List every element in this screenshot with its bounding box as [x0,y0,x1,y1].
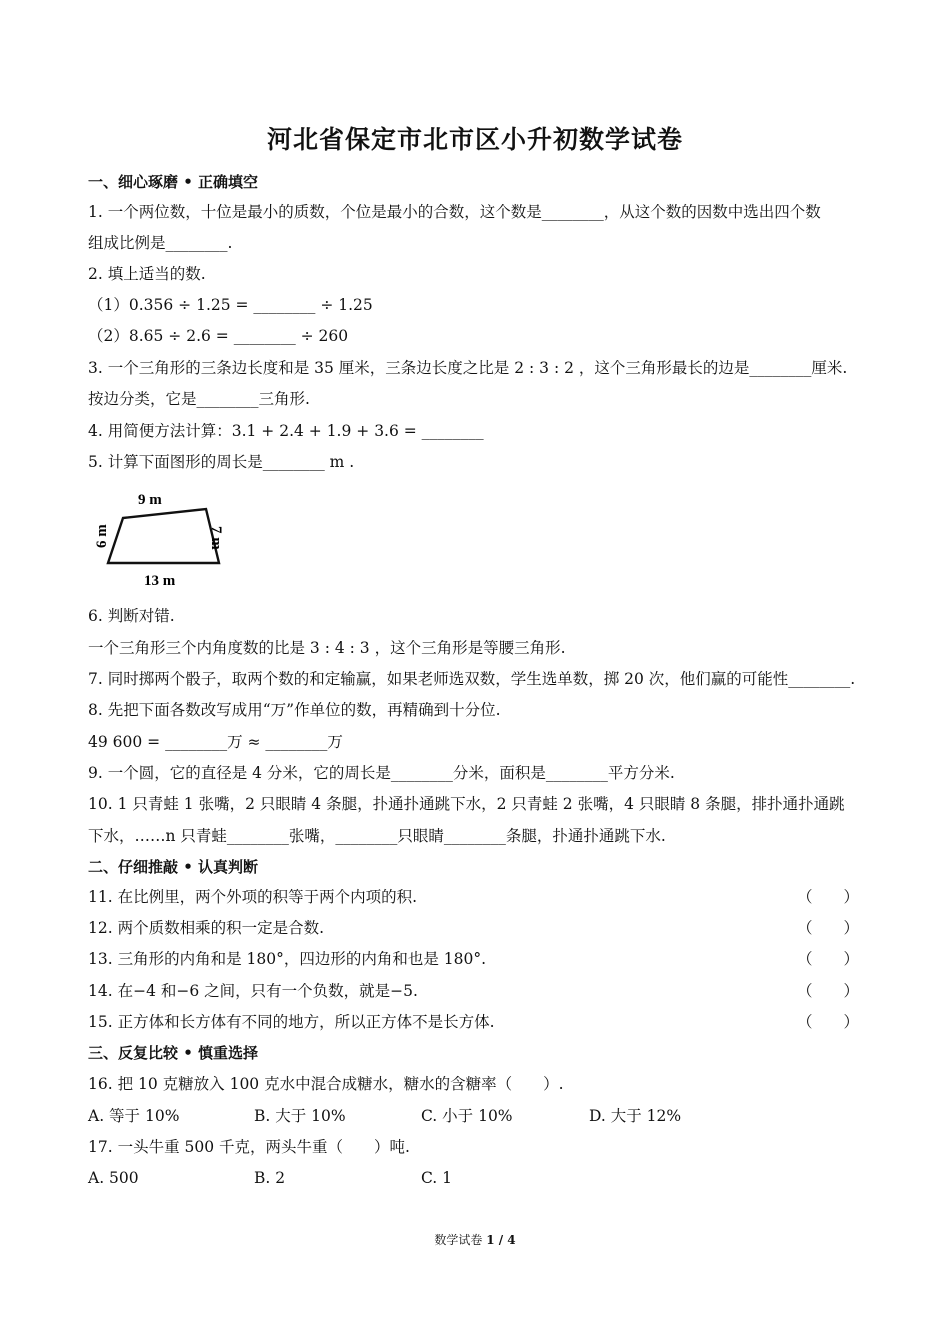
question-6-statement: 一个三角形三个内角度数的比是 3 : 4 : 3 ，这个三角形是等腰三角形. [88,639,566,657]
question-17: 17. 一头牛重 500 千克，两头牛重（ ）吨. [88,1138,410,1156]
page-title: 河北省保定市北市区小升初数学试卷 [266,125,683,154]
q17-option-a[interactable]: A. 500 [88,1169,139,1187]
q17-option-b[interactable]: B. 2 [254,1169,286,1187]
page-footer [0,1231,950,1248]
section-heading-2: 二、仔细推敲 • 认真判断 [88,858,259,876]
question-3-line-1: 3. 一个三角形的三条边长度和是 35 厘米，三条边长度之比是 2 : 3 : 2 ，这个三角形最长的边是________厘米. [88,359,848,377]
section-heading-1: 一、细心琢磨 • 正确填空 [88,173,259,191]
label-bottom: 13 m [144,573,176,589]
q17-option-c[interactable]: C. 1 [421,1169,453,1187]
question-10-line-2: 下水，……n 只青蛙________张嘴，________只眼睛________条腿，扑通扑通跳下水. [88,827,666,845]
label-left: 6 m [94,524,110,548]
section-heading-3: 三、反复比较 • 慎重选择 [88,1044,259,1062]
q16-option-a[interactable]: A. 等于 10% [88,1107,180,1125]
question-10-line-1: 10. 1 只青蛙 1 张嘴，2 只眼睛 4 条腿，扑通扑通跳下水，2 只青蛙 2 张嘴，4 只眼睛 8 条腿，排扑通扑通跳 [88,795,845,813]
question-2-part-2: （2）8.65 ÷ 2.6 = ________ ÷ 260 [88,327,349,345]
answer-paren-12[interactable]: （ ） [797,919,860,937]
question-12: 12. 两个质数相乘的积一定是合数. [88,919,325,937]
question-2-part-1: （1）0.356 ÷ 1.25 = ________ ÷ 1.25 [88,296,373,314]
trapezoid-shape [108,509,219,563]
question-6: 6. 判断对错. [88,607,175,625]
label-top: 9 m [138,492,162,508]
trapezoid-figure [86,486,236,592]
q16-option-d[interactable]: D. 大于 12% [589,1107,682,1125]
question-5: 5. 计算下面图形的周长是________ m . [88,453,355,471]
answer-paren-14[interactable]: （ ） [797,982,860,1000]
label-right: 7 m [208,526,224,550]
question-14: 14. 在−4 和−6 之间，只有一个负数，就是−5. [88,982,418,1000]
q16-option-c[interactable]: C. 小于 10% [421,1107,513,1125]
question-9: 9. 一个圆，它的直径是 4 分米，它的周长是________分米，面积是________平方分米. [88,764,675,782]
answer-paren-11[interactable]: （ ） [797,888,860,906]
answer-paren-13[interactable]: （ ） [797,950,860,968]
question-1-line-2: 组成比例是________. [88,234,233,252]
question-11: 11. 在比例里，两个外项的积等于两个内项的积. [88,888,418,906]
question-8: 8. 先把下面各数改写成用“万”作单位的数，再精确到十分位. [88,701,501,719]
question-3-line-2: 按边分类，它是________三角形. [88,390,310,408]
question-15: 15. 正方体和长方体有不同的地方，所以正方体不是长方体. [88,1013,495,1031]
question-1-line-1: 1. 一个两位数，十位是最小的质数，个位是最小的合数，这个数是________，从这个数的因数中选出四个数 [88,203,821,221]
question-8-expression: 49 600 = ________万 ≈ ________万 [88,733,343,751]
question-2: 2. 填上适当的数. [88,265,206,283]
q16-option-b[interactable]: B. 大于 10% [254,1107,346,1125]
question-4: 4. 用简便方法计算：3.1 + 2.4 + 1.9 + 3.6 = ________ [88,422,484,440]
footer-label: 数学试卷 [434,1233,483,1247]
question-13: 13. 三角形的内角和是 180°，四边形的内角和也是 180°. [88,950,487,968]
answer-paren-15[interactable]: （ ） [797,1013,860,1031]
footer-page-number: 1 / 4 [486,1233,516,1247]
question-16: 16. 把 10 克糖放入 100 克水中混合成糖水，糖水的含糖率（ ）. [88,1075,564,1093]
question-7: 7. 同时掷两个骰子，取两个数的和定输赢，如果老师选双数，学生选单数，掷 20 次，他们赢的可能性________. [88,670,856,688]
